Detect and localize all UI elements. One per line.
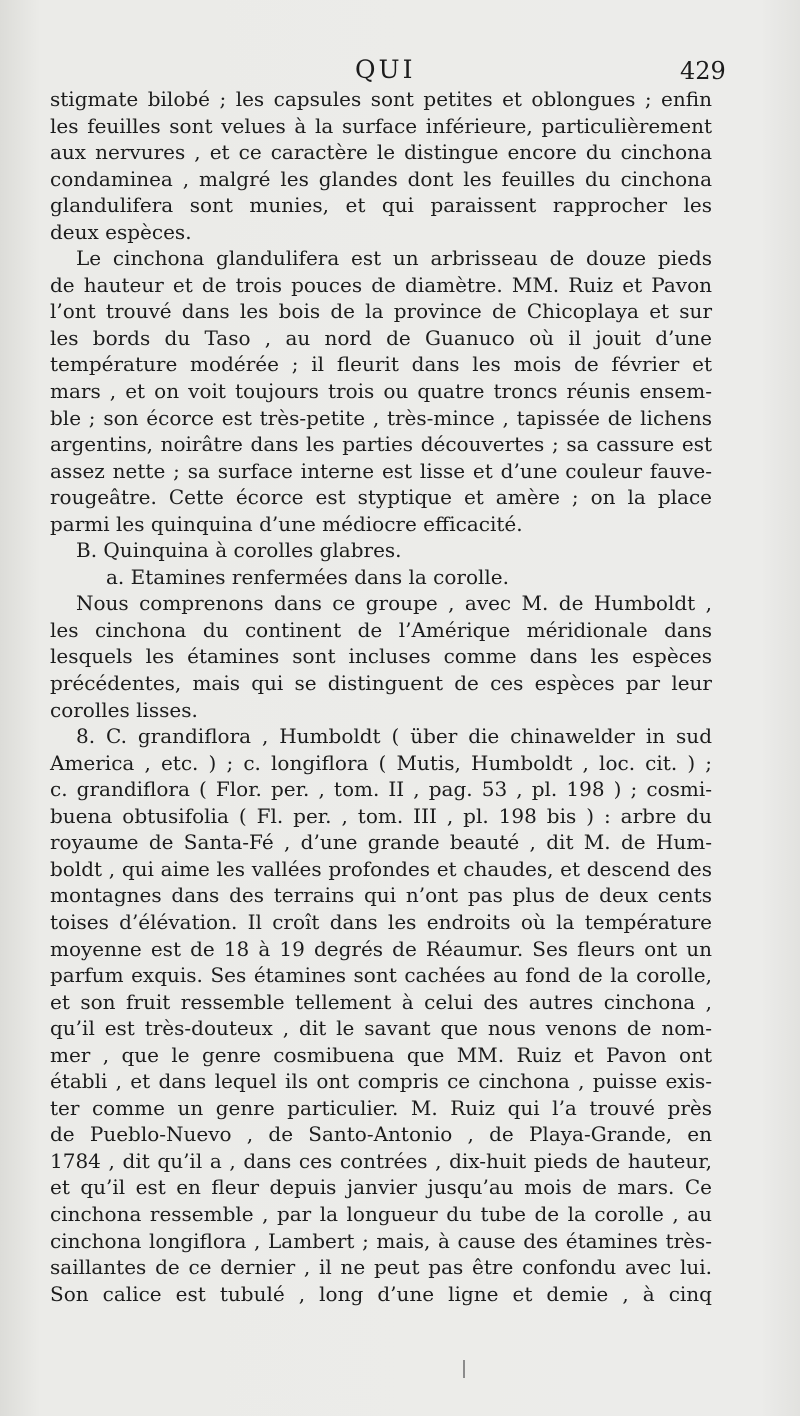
running-head: QUI [355, 55, 416, 84]
text-line: de Pueblo-Nuevo , de Santo-Antonio , de Playa-Grande, en [50, 1122, 712, 1147]
text-line: assez nette ; sa surface interne est lisse et d’une couleur fauve- [50, 458, 712, 483]
text-line: Le cinchona glandulifera est un arbrisseau de douze pieds [76, 246, 712, 271]
text-line: glandulifera sont munies, et qui paraissent rapprocher les [50, 193, 712, 218]
page-number: 429 [680, 57, 726, 85]
text-line: buena obtusifolia ( Fl. per. , tom. III , pl. 198 bis ) : arbre du [50, 803, 712, 828]
text-line: lesquels les étamines sont incluses comme dans les espèces [50, 644, 712, 669]
text-line: et son fruit ressemble tellement à celui des autres cinchona , [50, 989, 712, 1014]
text-line: 1784 , dit qu’il a , dans ces contrées , dix-huit pieds de hauteur, [50, 1148, 712, 1173]
section-heading: B. Quinquina à corolles glabres. [76, 538, 402, 563]
text-line: ble ; son écorce est très-petite , très-mince , tapissée de lichens [50, 405, 712, 430]
text-line: les cinchona du continent de l’Amérique méridionale dans [50, 617, 712, 642]
text-line: mer , que le genre cosmibuena que MM. Ruiz et Pavon ont [50, 1042, 712, 1067]
text-line: parmi les quinquina d’une médiocre efficacité. [50, 511, 523, 536]
page-header [0, 55, 800, 89]
text-line: les feuilles sont velues à la surface inférieure, particulièrement [50, 113, 712, 138]
text-line: royaume de Santa-Fé , d’une grande beauté , dit M. de Hum- [50, 830, 712, 855]
text-line: et qu’il est en fleur depuis janvier jusqu’au mois de mars. Ce [50, 1175, 712, 1200]
text-line: corolles lisses. [50, 697, 198, 722]
text-line: 8. C. grandiflora , Humboldt ( über die chinawelder in sud [76, 724, 712, 749]
text-line: parfum exquis. Ses étamines sont cachées au fond de la corolle, [50, 963, 712, 988]
text-line: toises d’élévation. Il croît dans les endroits où la température [50, 909, 712, 934]
text-line: ter comme un genre particulier. M. Ruiz qui l’a trouvé près [50, 1095, 712, 1120]
text-line: moyenne est de 18 à 19 degrés de Réaumur. Ses fleurs ont un [50, 936, 712, 961]
text-line: précédentes, mais qui se distinguent de ces espèces par leur [50, 671, 712, 696]
text-line: condaminea , malgré les glandes dont les feuilles du cinchona [50, 166, 712, 191]
text-line: cinchona longiflora , Lambert ; mais, à cause des étamines très- [50, 1228, 712, 1253]
text-line: America , etc. ) ; c. longiflora ( Mutis, Humboldt , loc. cit. ) ; [50, 750, 712, 775]
text-line: de hauteur et de trois pouces de diamètre. MM. Ruiz et Pavon [50, 272, 712, 297]
text-line: montagnes dans des terrains qui n’ont pas plus de deux cents [50, 883, 712, 908]
page-mark [463, 1360, 465, 1378]
body-text [50, 86, 712, 1307]
text-line: aux nervures , et ce caractère le distingue encore du cinchona [50, 140, 712, 165]
text-line: stigmate bilobé ; les capsules sont petites et oblongues ; enfin [50, 87, 712, 111]
text-line: cinchona ressemble , par la longueur du tube de la corolle , au [50, 1201, 712, 1226]
text-line: qu’il est très-douteux , dit le savant que nous venons de nom- [50, 1016, 712, 1041]
text-line: rougeâtre. Cette écorce est styptique et amère ; on la place [50, 485, 712, 510]
text-line: température modérée ; il fleurit dans les mois de février et [50, 352, 712, 377]
text-line: saillantes de ce dernier , il ne peut pas être confondu avec lui. [50, 1255, 712, 1280]
text-line: c. grandiflora ( Flor. per. , tom. II , pag. 53 , pl. 198 ) ; cosmi- [50, 777, 712, 802]
text-line: boldt , qui aime les vallées profondes et chaudes, et descend des [50, 856, 712, 881]
subsection-heading: a. Etamines renfermées dans la corolle. [106, 564, 509, 589]
text-line: argentins, noirâtre dans les parties découvertes ; sa cassure est [50, 432, 712, 457]
text-line: l’ont trouvé dans les bois de la province de Chicoplaya et sur [50, 299, 712, 324]
text-line: les bords du Taso , au nord de Guanuco où il jouit d’une [50, 325, 712, 350]
text-line: mars , et on voit toujours trois ou quatre troncs réunis ensem- [50, 379, 712, 404]
text-line: établi , et dans lequel ils ont compris ce cinchona , puisse exis- [50, 1069, 712, 1094]
text-line: Son calice est tubulé , long d’une ligne et demie , à cinq [50, 1281, 712, 1306]
text-line: Nous comprenons dans ce groupe , avec M. de Humboldt , [76, 591, 712, 616]
text-line: deux espèces. [50, 219, 192, 244]
